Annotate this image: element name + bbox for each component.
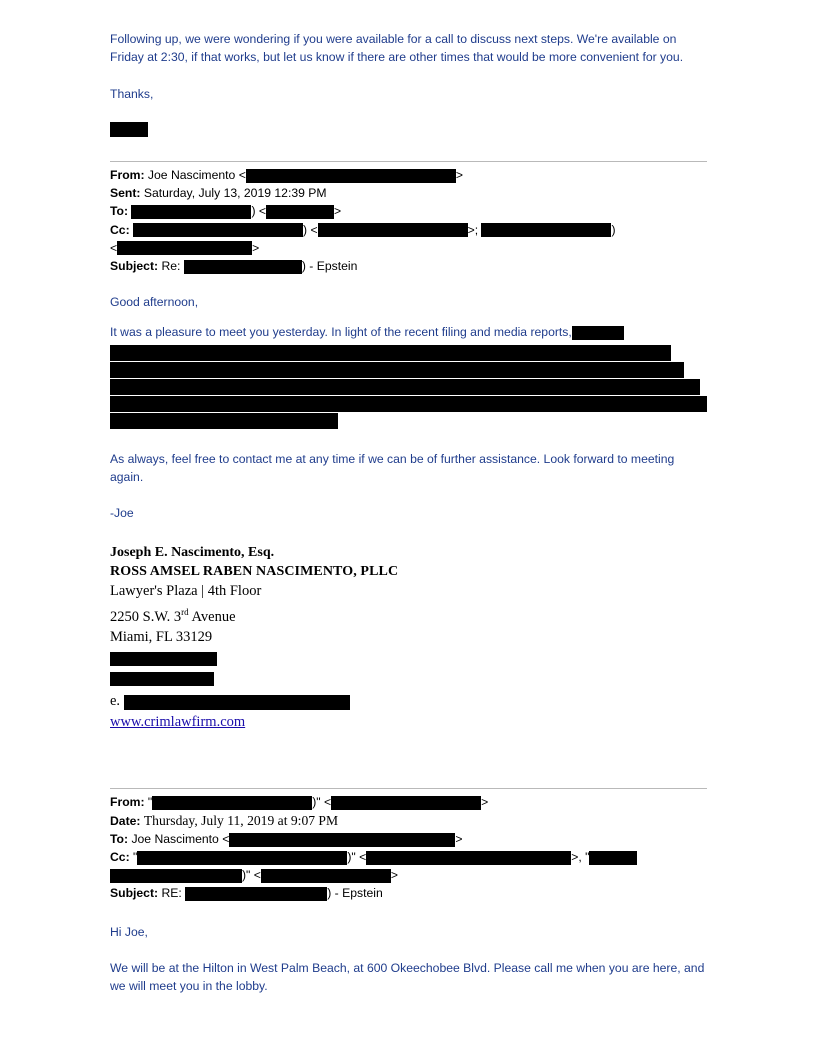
spacer [110, 139, 710, 161]
to-mid: ) < [251, 204, 266, 219]
signature-address-3: Miami, FL 33129 [110, 629, 213, 646]
message-2-to-line [110, 830, 710, 848]
redaction-line [110, 362, 684, 378]
from-value-end: > [455, 167, 463, 182]
cc-quote-open: " [133, 850, 138, 865]
date-label: Date: [110, 813, 141, 828]
address2-ordinal: rd [181, 606, 189, 617]
intro-closing: Thanks, [110, 86, 154, 101]
redaction-subject [184, 260, 302, 274]
message-1-body-intro [110, 323, 710, 341]
date-value: Thursday, July 11, 2019 at 9:07 PM [143, 812, 339, 828]
message-2-body: We will be at the Hilton in West Palm Beach, at 600 Okeechobee Blvd. Please call me when you are here, and we will meet you in the lobby. [110, 960, 705, 994]
subject-mid: ) - Epstein [301, 258, 358, 273]
spacer [110, 67, 710, 85]
signature-address-2 [110, 602, 710, 628]
address2-post: Avenue [188, 608, 236, 625]
cc-mid2: >; [467, 222, 482, 237]
spacer [110, 103, 710, 121]
cc-line2-close: > [252, 240, 260, 255]
message-1-headers [110, 166, 710, 275]
redaction-cc-name-2 [481, 223, 611, 237]
to-end: > [455, 831, 463, 846]
message-1-sent-line [110, 184, 710, 202]
message-1-body-redacted [110, 345, 710, 429]
subject-prefix: RE: [161, 886, 182, 901]
redaction-signature-name [110, 121, 710, 139]
signature-block [110, 543, 710, 734]
subject-mid: ) - Epstein [327, 886, 383, 901]
from-quote-close: )" < [312, 795, 332, 810]
cc-line2-open: < [110, 240, 118, 255]
redaction-to-name [131, 205, 251, 219]
body-intro-text: It was a pleasure to meet you yesterday. In light of the recent filing and media reports, [110, 325, 572, 340]
redaction-line [110, 345, 671, 361]
message-1-cc-line [110, 221, 710, 239]
spacer [110, 275, 710, 293]
redaction-cc-email-1 [318, 223, 468, 237]
subject-prefix: Re: [161, 258, 181, 273]
email-label: e. [110, 693, 121, 710]
cc-mid2: >, " [571, 850, 590, 865]
subject-label: Subject: [110, 886, 159, 901]
cc-end1: ) [611, 222, 616, 237]
message-2-cc-line [110, 848, 710, 866]
cc-line2-end: > [390, 868, 399, 883]
redaction-body-inline [572, 326, 624, 340]
message-2-headers [110, 793, 710, 902]
signature-website-link[interactable]: www.crimlawfirm.com [110, 714, 246, 731]
cc-label: Cc: [110, 850, 130, 865]
sent-value: Saturday, July 13, 2019 12:39 PM [143, 186, 327, 201]
message-1-subject-line [110, 257, 710, 275]
redaction-line [110, 396, 707, 412]
intro-paragraph: Following up, we were wondering if you were available for a call to discuss next steps. We're available on Friday at 2:30, if that works, but let us know if there are other times that would be more convenient for you. [110, 32, 684, 65]
spacer [110, 486, 710, 504]
redaction-cc-name-2 [589, 851, 637, 865]
signature-firm: ROSS AMSEL RABEN NASCIMENTO, PLLC [110, 563, 399, 579]
spacer [110, 311, 710, 323]
message-1-from-line [110, 166, 710, 184]
redaction-to-email [229, 833, 455, 847]
redaction-line [110, 413, 338, 429]
address2-pre: 2250 S.W. 3 [110, 608, 182, 625]
redaction-subject [185, 887, 327, 901]
cc-line2-mid: )" < [242, 868, 261, 883]
redaction-line [110, 379, 700, 395]
to-end: > [334, 204, 342, 219]
redaction-cc-name-1 [133, 223, 303, 237]
spacer [110, 523, 710, 543]
message-2-cc-line-2 [110, 866, 710, 884]
cc-mid1: )" < [347, 850, 367, 865]
redaction-cc-name-2b [110, 869, 242, 883]
spacer [110, 941, 710, 959]
message-1-body-closing: As always, feel free to contact me at any time if we can be of further assistance. Look forward to meeting again. [110, 451, 675, 484]
document-content [110, 30, 710, 996]
spacer [110, 733, 710, 788]
message-1-cc-line-2 [110, 239, 710, 257]
message-1-to-line [110, 202, 710, 220]
message-2-date-line [110, 812, 710, 830]
spacer [110, 430, 710, 450]
redaction-signature-phone-2 [110, 670, 710, 688]
redaction-from-email [246, 169, 456, 183]
message-2-greeting: Hi Joe, [110, 924, 148, 939]
cc-mid1: ) < [303, 222, 318, 237]
subject-label: Subject: [110, 258, 159, 273]
message-2-from-line [110, 793, 710, 811]
redaction-to-email [266, 205, 334, 219]
from-end: > [481, 795, 489, 810]
message-1-signoff: -Joe [110, 506, 134, 521]
message-1-greeting: Good afternoon, [110, 295, 199, 310]
redaction-cc-email-1 [366, 851, 571, 865]
sent-label: Sent: [110, 186, 141, 201]
to-label: To: [110, 204, 129, 219]
redaction-signature-email [124, 695, 350, 710]
to-value: Joe Nascimento < [131, 831, 230, 846]
signature-email-line [110, 691, 710, 712]
to-label: To: [110, 831, 129, 846]
signature-address-1: Lawyer's Plaza | 4th Floor [110, 582, 262, 599]
from-label: From: [110, 795, 145, 810]
from-label: From: [110, 167, 145, 182]
header-divider-2 [110, 788, 707, 789]
redaction-cc-email-2 [117, 241, 252, 255]
signature-name: Joseph E. Nascimento, Esq. [110, 544, 275, 560]
from-value: Joe Nascimento < [147, 167, 246, 182]
redaction-signature-phone-1 [110, 650, 710, 668]
cc-label: Cc: [110, 222, 130, 237]
redaction-cc-email-2 [261, 869, 391, 883]
from-quote-open: " [147, 795, 153, 810]
redaction-from-name [152, 796, 312, 810]
redaction-from-email [331, 796, 481, 810]
redaction-cc-name-1 [137, 851, 347, 865]
message-2-subject-line [110, 884, 710, 902]
spacer [110, 903, 710, 923]
header-divider-1 [110, 161, 707, 162]
